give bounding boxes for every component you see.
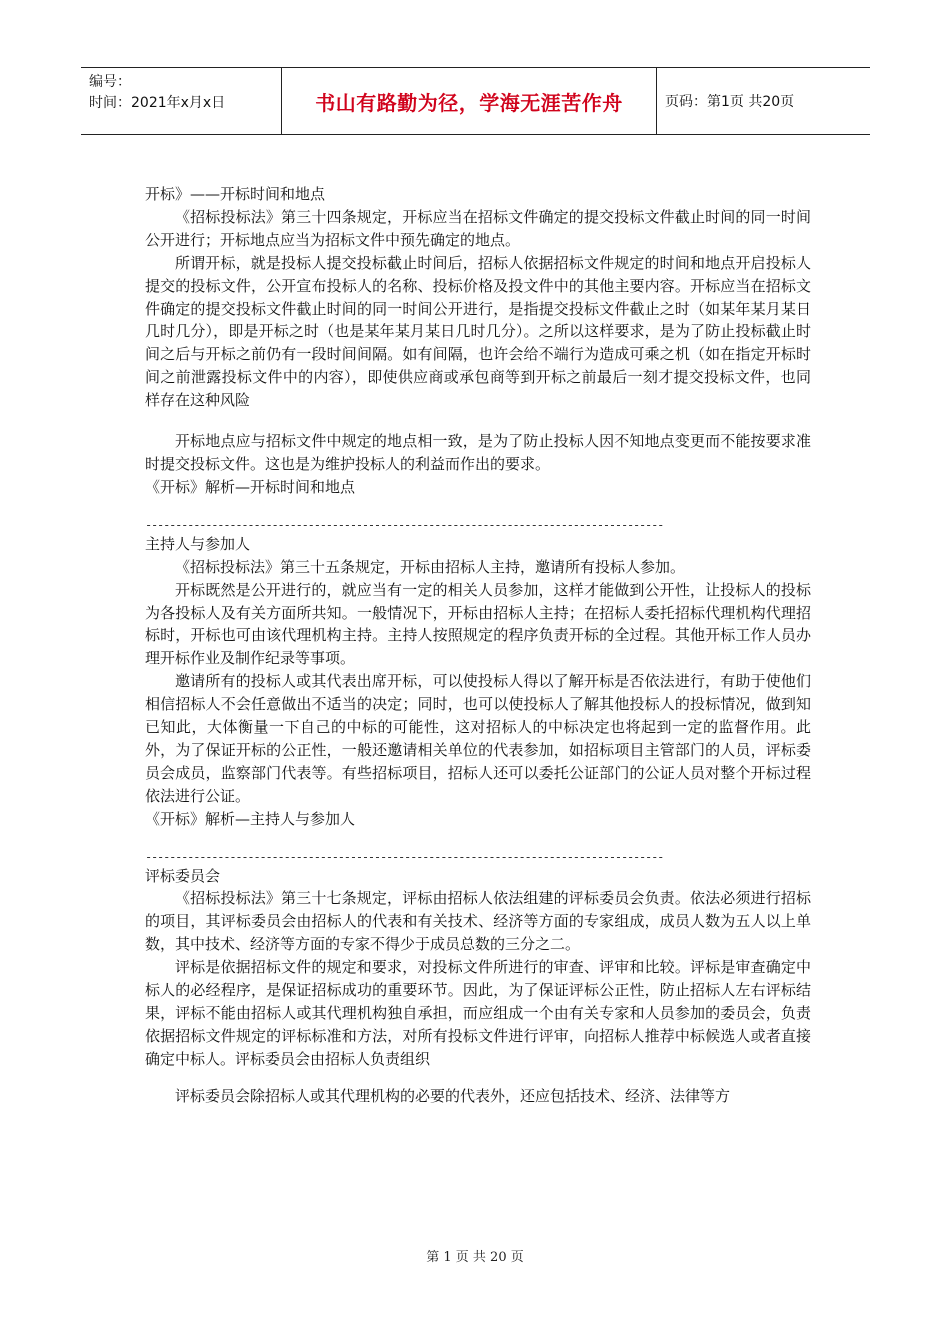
header-page-label: 页码：第1页 共20页 [665,94,795,110]
document-body [145,183,811,1108]
paragraph: 开标既然是公开进行的，就应当有一定的相关人员参加，这样才能做到公开性，让投标人的投标为各投标人及有关方面所共知。一般情况下，开标由招标人主持；在招标人委托招标代理机构代理招标时，开标也可由该代理机构主持。主持人按照规定的程序负责开标的全过程。其他开标工作人员办理开标作业及制作纪录等事项。 [145,580,811,668]
header-motto: 书山有路勤为径，学海无涯苦作舟 [282,68,657,134]
document-date-label: 时间：2021年x月x日 [89,95,226,111]
paragraph: 所谓开标，就是投标人提交投标截止时间后，招标人依据招标文件规定的时间和地点开启投标人提交的投标文件，公开宣布投标人的名称、投标价格及投文件中的其他主要内容。开标应当在招标文件确定的提交投标文件截止时间的同一时间公开进行，是指提交投标文件截止之时（如某年某月某日几时几分），即是开标之时（也是某年某月某日几时几分）。之所以这样要求，是为了防止投标截止时间之后与开标之前仍有一段时间间隔。如有间隔，也许会给不端行为造成可乘之机（如在指定开标时间之前泄露投标文件中的内容），即使供应商或承包商等到开标之前最后一刻才提交投标文件，也同样存在这种风险 [145,253,811,410]
paragraph: 评标委员会除招标人或其代理机构的必要的代表外，还应包括技术、经济、法律等方 [175,1086,731,1105]
section-title-evaluation-committee: 评标委员会 [145,866,221,885]
spacer [145,1071,811,1085]
spacer [145,499,811,517]
document-number-label: 编号： [89,74,131,90]
section-title-host-participants: 主持人与参加人 [145,534,251,553]
document-header [81,67,870,135]
paragraph: 评标是依据招标文件的规定和要求，对投标文件所进行的审查、评审和比较。评标是审查确定中标人的必经程序，是保证招标成功的重要环节。因此，为了保证评标公正性，防止招标人左右评标结果，评标不能由招标人或其代理机构独自承担，而应组成一个由有关专家和人员参加的委员会，负责依据招标文件规定的评标标准和方法，对所有投标文件进行评审，向招标人推荐中标候选人或者直接确定中标人。评标委员会由招标人负责组织 [145,958,811,1068]
spacer [145,831,811,849]
paragraph: 邀请所有的投标人或其代表出席开标，可以使投标人得以了解开标是否依法进行，有助于使他们相信招标人不会任意做出不适当的决定；同时，也可以使投标人了解其他投标人的投标情况，做到知已知此，大体衡量一下自己的中标的可能性，这对招标人的中标决定也将起到一定的监督作用。此外，为了保证开标的公正性，一般还邀请相关单位的代表参加，如招标项目主管部门的人员，评标委员会成员，监察部门代表等。有些招标项目，招标人还可以委托公证部门的公证人员对整个开标过程依法进行公证。 [145,672,811,805]
section-title-opening-time: 开标》——开标时间和地点 [145,185,326,203]
section-footer-label: 《开标》解析—开标时间和地点 [145,477,356,496]
paragraph: 《招标投标法》第三十七条规定，评标由招标人依法组建的评标委员会负责。依法必须进行招标的项目，其评标委员会由招标人的代表和有关技术、经济等方面的专家组成，成员人数为五人以上单数，其中技术、经济等方面的专家不得少于成员总数的三分之二。 [145,889,811,954]
paragraph: 开标地点应与招标文件中规定的地点相一致，是为了防止投标人因不知地点变更而不能按要求准时提交投标文件。这也是为维护投标人的利益而作出的要求。 [145,432,811,473]
section-divider: -------------------------------------------------------------------------------------- [145,517,664,532]
section-divider: -------------------------------------------------------------------------------------- [145,849,664,864]
paragraph: 《招标投标法》第三十五条规定，开标由招标人主持，邀请所有投标人参加。 [175,557,686,576]
header-meta-cell [81,68,282,134]
page-footer: 第 1 页 共 20 页 [426,1250,524,1265]
paragraph: 《招标投标法》第三十四条规定，开标应当在招标文件确定的提交投标文件截止时间的同一时间公开进行；开标地点应当为招标文件中预先确定的地点。 [145,207,811,249]
section-footer-label: 《开标》解析—主持人与参加人 [145,809,356,828]
spacer [145,412,811,430]
